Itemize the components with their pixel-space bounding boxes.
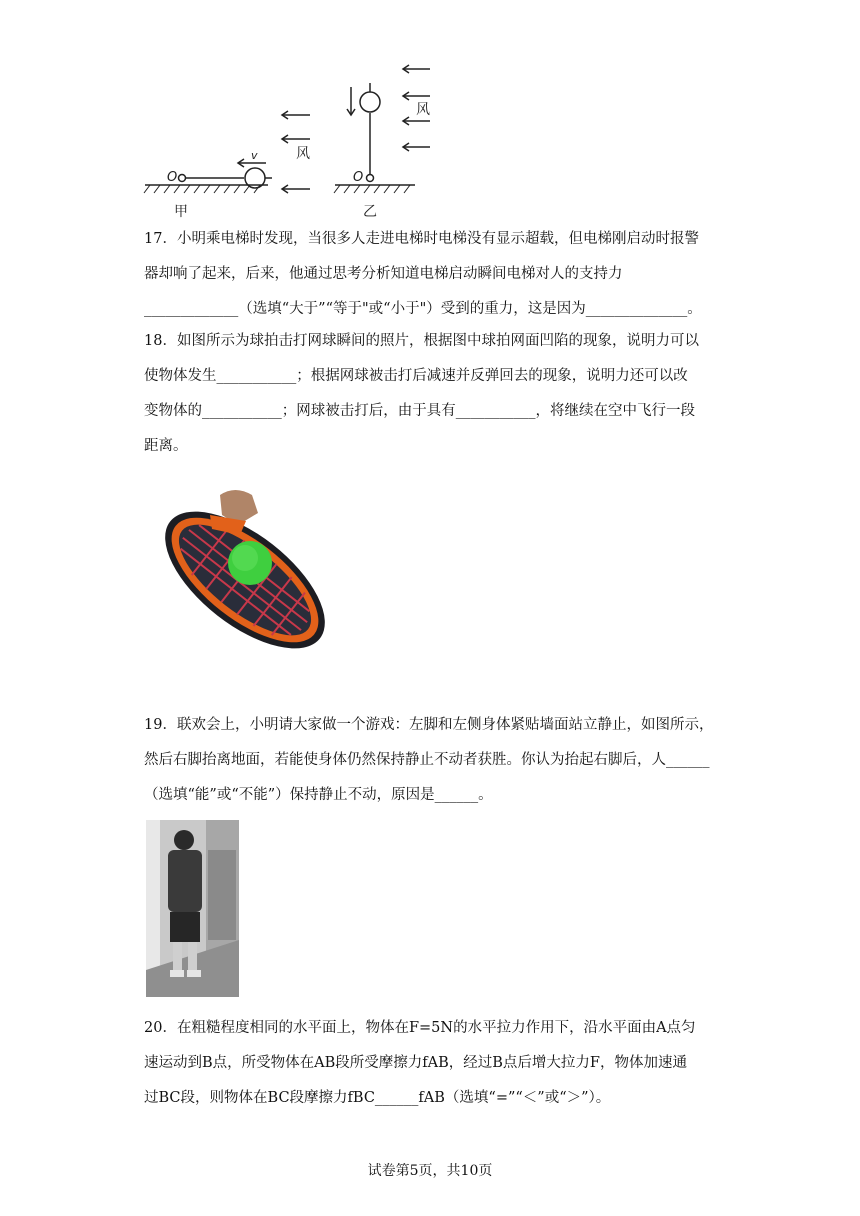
- q20-line-2: 速运动到B点，所受物体在AB段所受摩擦力fAB，经过B点后增大拉力F，物体加速通: [144, 1055, 687, 1071]
- q17-line-3: _____________（选填“大于”“等于"或“小于"）受到的重力，这是因为______________。: [144, 301, 702, 317]
- question-19: [144, 708, 716, 813]
- question-18: [144, 324, 716, 464]
- o-label-left: O: [167, 170, 178, 185]
- q19-line-3: （选填“能”或“不能”）保持静止不动，原因是______。: [144, 787, 493, 803]
- q17-line-2: 器却响了起来，后来，他通过思考分析知道电梯启动瞬间电梯对人的支持力: [144, 266, 623, 282]
- v-label: v: [251, 149, 258, 162]
- question-17: [144, 222, 716, 327]
- jia-label: 甲: [174, 204, 188, 220]
- q20-line-3: 过BC段，则物体在BC段摩擦力fBC______fAB（选填“=”“＜”或“＞”）。: [144, 1090, 611, 1106]
- q19-line-1: 19．联欢会上，小明请大家做一个游戏：左脚和左侧身体紧贴墙面站立静止，如图所示，: [144, 717, 714, 733]
- q18-line-4: 距离。: [144, 438, 188, 454]
- q19-line-2: 然后右脚抬离地面，若能使身体仍然保持静止不动者获胜。你认为抬起右脚后，人______: [144, 752, 710, 768]
- yi-diagram: [334, 65, 430, 193]
- wind-label-left: 风: [296, 146, 310, 162]
- q17-line-1: 17．小明乘电梯时发现，当很多人走进电梯时电梯没有显示超载，但电梯刚启动时报警: [144, 231, 699, 247]
- figure-jia-yi: [140, 55, 430, 225]
- tennis-racket-photo: [150, 485, 350, 675]
- q18-line-3: 变物体的___________；网球被击打后，由于具有___________，将继续在空中飞行一段: [144, 403, 695, 419]
- q18-line-2: 使物体发生___________；根据网球被击打后减速并反弹回去的现象，说明力还可以改: [144, 368, 688, 384]
- page-footer: 试卷第5页，共10页: [367, 1163, 493, 1179]
- person-wall-photo: [146, 820, 239, 997]
- o-label-right: O: [353, 170, 364, 185]
- wind-label-right: 风: [416, 102, 430, 118]
- yi-label: 乙: [363, 204, 377, 220]
- q18-line-1: 18．如图所示为球拍击打网球瞬间的照片，根据图中球拍网面凹陷的现象，说明力可以: [144, 333, 699, 349]
- q20-line-1: 20．在粗糙程度相同的水平面上，物体在F=5N的水平拉力作用下，沿水平面由A点匀: [144, 1020, 696, 1036]
- question-20: [144, 1011, 716, 1116]
